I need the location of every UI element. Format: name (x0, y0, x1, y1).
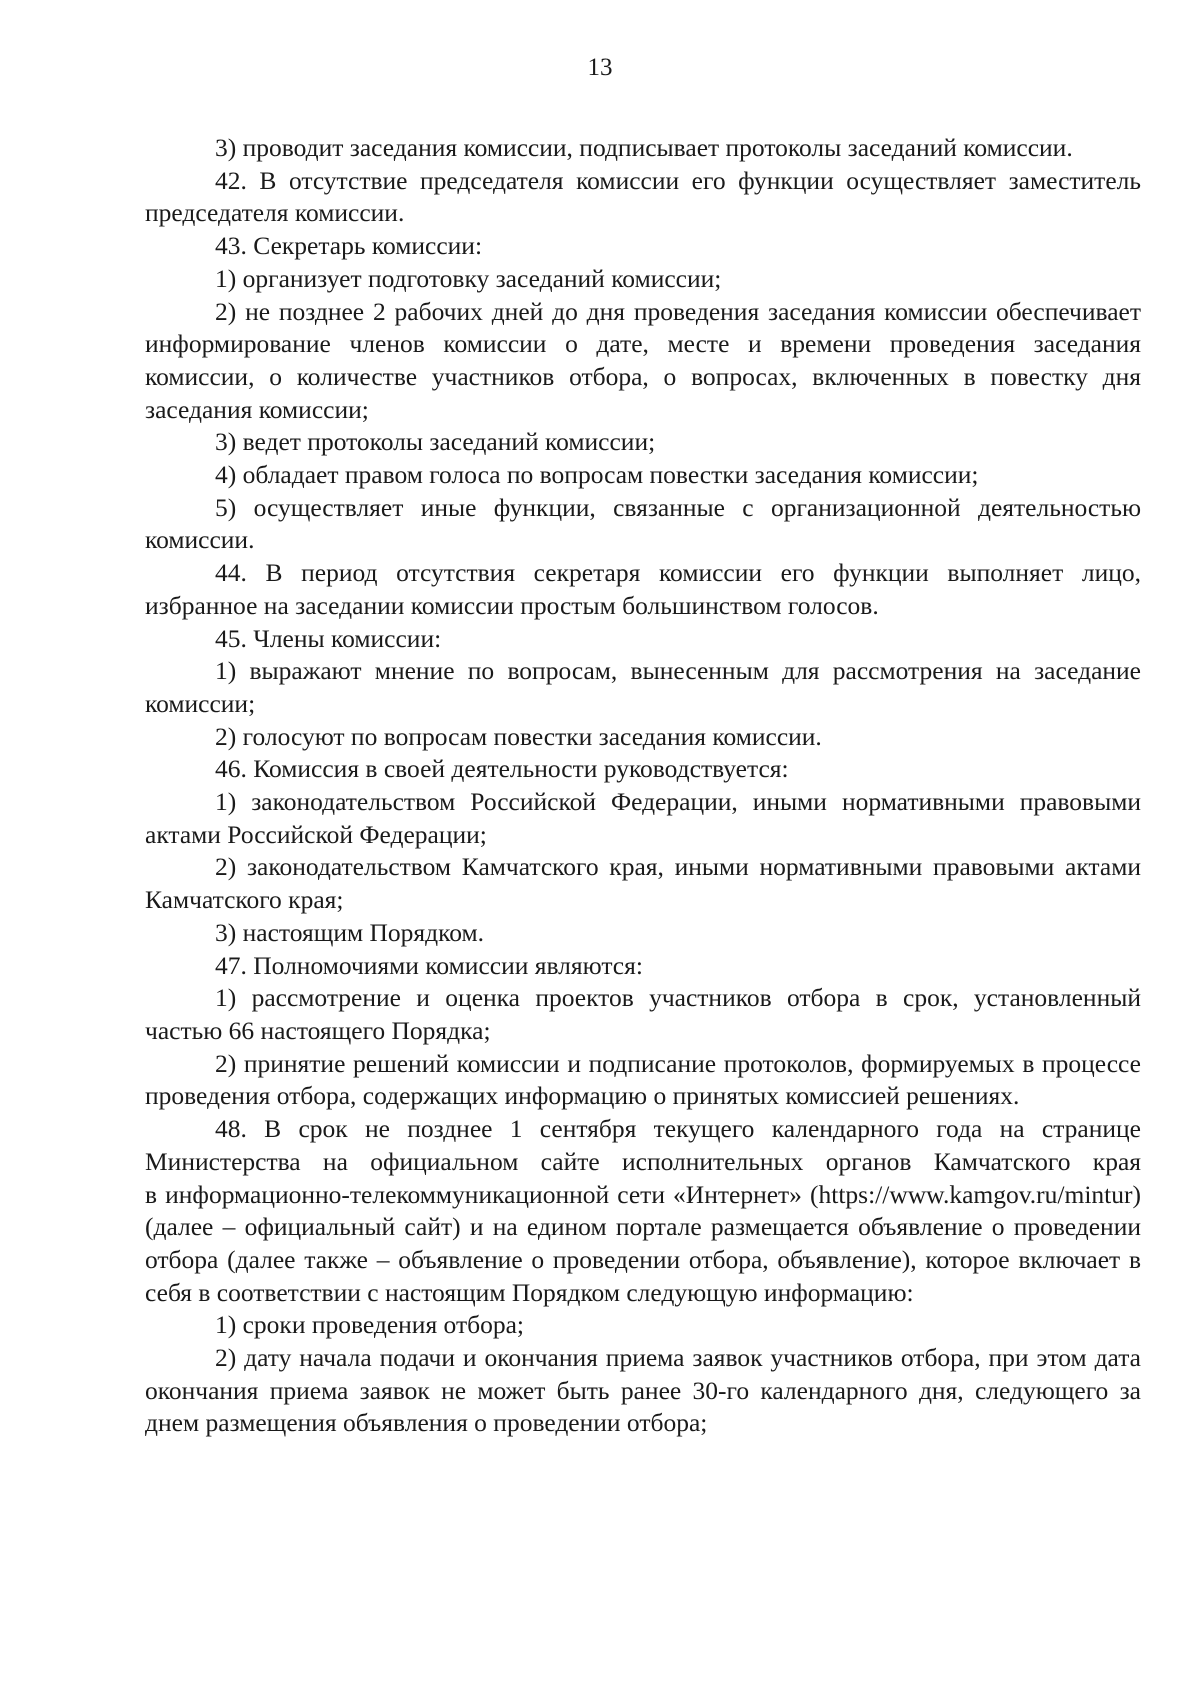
paragraph: 44. В период отсутствия секретаря комиссии его функции выполняет лицо, избранное на заседании комиссии простым большинством голосов. (145, 558, 1141, 620)
paragraph: 46. Комиссия в своей деятельности руководствуется: (215, 754, 789, 784)
paragraph: 3) ведет протоколы заседаний комиссии; (215, 427, 656, 457)
paragraph: 48. В срок не позднее 1 сентября текущего календарного года на странице Министерства на официальном сайте исполнительных органов Камчатского края (145, 1114, 1141, 1176)
paragraph: 1) законодательством Российской Федерации, иными нормативными правовыми актами Российской Федерации; (145, 787, 1141, 849)
paragraph: 1) организует подготовку заседаний комиссии; (215, 263, 722, 293)
paragraph: 2) дату начала подачи и окончания приема заявок участников отбора, при этом дата окончания приема заявок не может быть ранее 30-го календарного дня, следующего за днем размещения объявления о проведении отбора; (145, 1343, 1141, 1438)
paragraph: 2) принятие решений комиссии и подписание протоколов, формируемых в процессе проведения отбора, содержащих информацию о принятых комиссией решениях. (145, 1048, 1141, 1111)
paragraph: 2) законодательством Камчатского края, иными нормативными правовыми актами Камчатского края; (145, 852, 1141, 915)
paragraph: 5) осуществляет иные функции, связанные с организационной деятельностью комиссии. (145, 492, 1141, 555)
paragraph: 45. Члены комиссии: (215, 623, 442, 653)
paragraph: 2) голосуют по вопросам повестки заседания комиссии. (215, 721, 822, 751)
paragraph: 42. В отсутствие председателя комиссии его функции осуществляет заместитель председателя комиссии. (145, 165, 1141, 228)
paragraph: 3) проводит заседания комиссии, подписывает протоколы заседаний комиссии. (215, 133, 1073, 162)
paragraph: 1) рассмотрение и оценка проектов участников отбора в срок, установленный частью 66 настоящего Порядка; (145, 983, 1141, 1045)
paragraph: 2) не позднее 2 рабочих дней до дня проведения заседания комиссии обеспечивает информирование членов комиссии о дате, месте и времени проведения заседания комиссии, о количестве участников отбора, о вопросах, включенных в повестку дня заседания комиссии; (145, 296, 1141, 424)
paragraph: 1) сроки проведения отбора; (215, 1310, 524, 1340)
paragraph: 3) настоящим Порядком. (215, 917, 484, 947)
paragraph: 43. Секретарь комиссии: (215, 231, 483, 261)
paragraph: 4) обладает правом голоса по вопросам повестки заседания комиссии; (215, 460, 979, 490)
document-body (145, 132, 1141, 1440)
page-number: 13 (587, 54, 613, 81)
paragraph: 1) выражают мнение по вопросам, вынесенным для рассмотрения на заседание комиссии; (145, 656, 1141, 718)
paragraph: 47. Полномочиями комиссии являются: (215, 950, 643, 980)
paragraph-continuation: в информационно-телекоммуникационной сети «Интернет» (https://www.kamgov.ru/mintur) (далее – официальный сайт) и на едином портале размещается объявление о проведении отбора (далее также – объявление о проведении отбора, объявление), которое включает в себя в соответствии с настоящим Порядком следующую информацию: (145, 1179, 1141, 1307)
